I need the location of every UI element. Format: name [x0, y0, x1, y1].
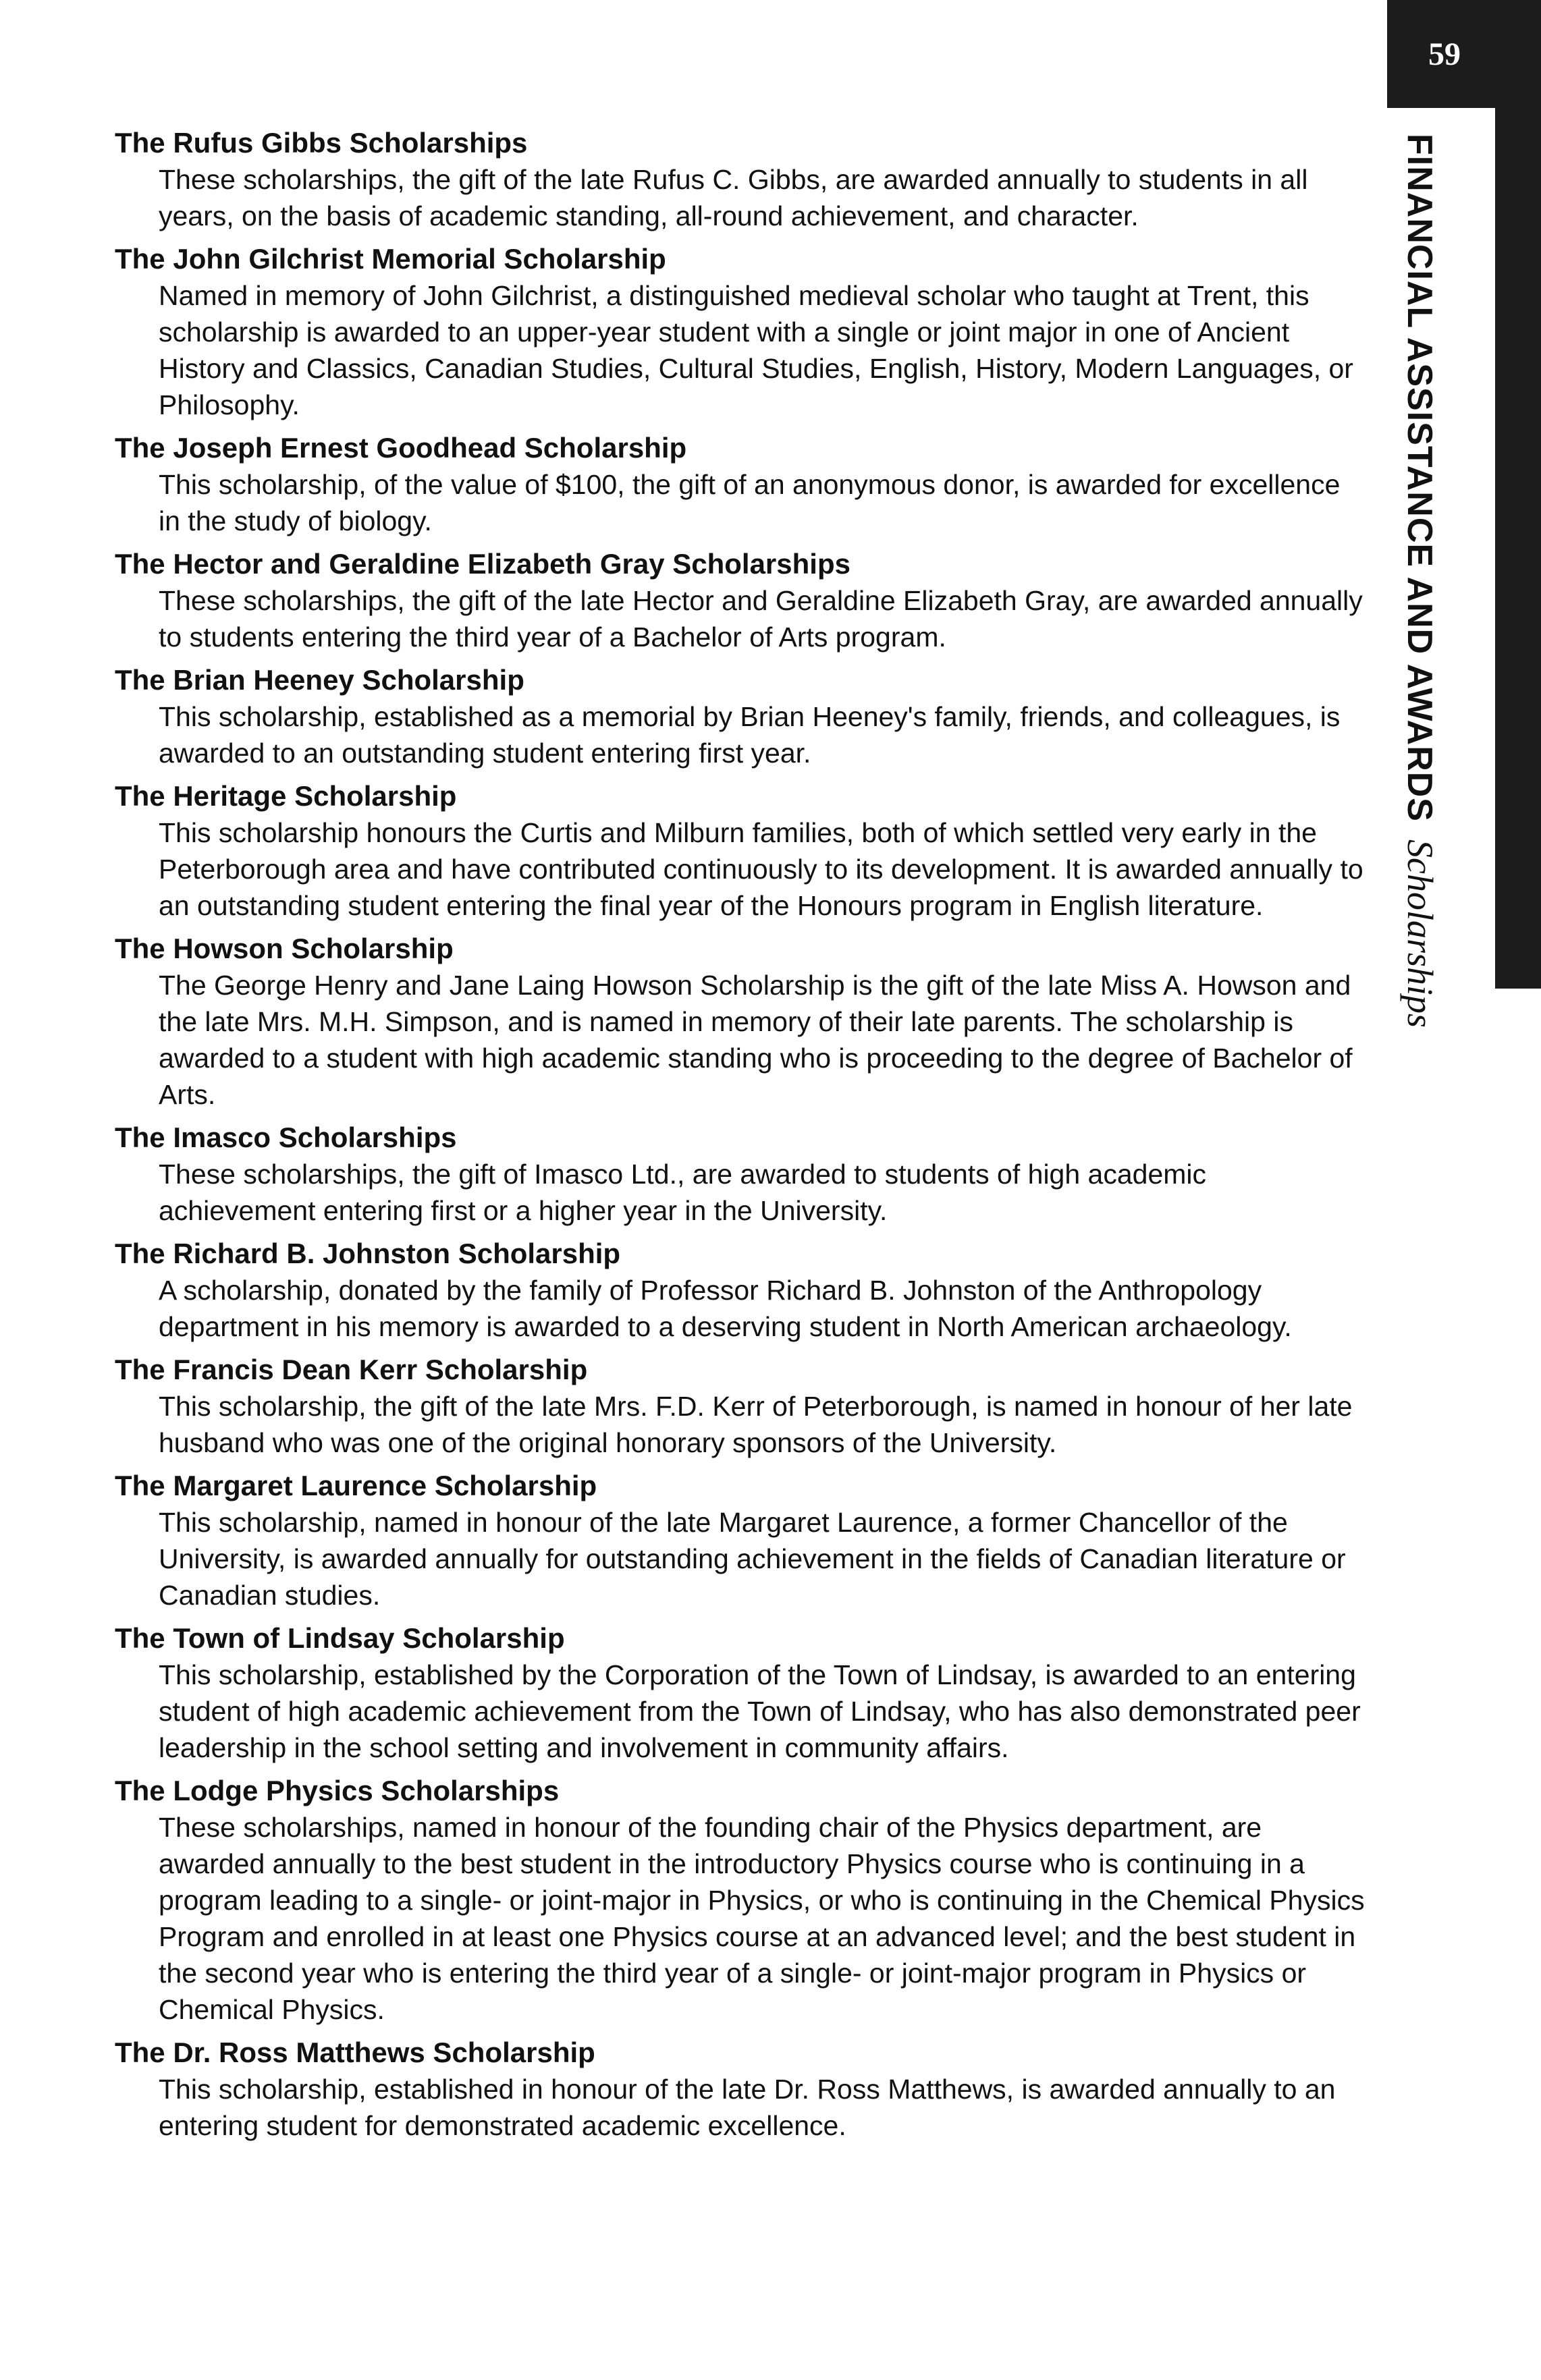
scholarship-description: These scholarships, the gift of the late Rufus C. Gibbs, are awarded annually to students in all years, on the basis of academic standing, all-round achievement, and character.: [159, 164, 1308, 231]
scholarship-description: These scholarships, named in honour of the founding chair of the Physics department, are awarded annually to the best student in the introductory Physics course who is continuing in a program leading to a single- or joint-major in Physics, or who is continuing in the Chemical Physics Program and enrolled in at least one Physics course at an advanced level; and the best student in the second year who is entering the third year of a single- or joint-major program in Physics or Chemical Physics.: [159, 1812, 1365, 2025]
scholarship-description: A scholarship, donated by the family of Professor Richard B. Johnston of the Anthropology department in his memory is awarded to a deserving student in North American archaeology.: [159, 1275, 1292, 1342]
scholarship-description: This scholarship honours the Curtis and Milburn families, both of which settled very early in the Peterborough area and have contributed continuously to its development. It is awarded annually to an outstanding student entering the final year of the Honours program in English literature.: [159, 817, 1363, 921]
scholarship-title: The Town of Lindsay Scholarship: [115, 1622, 565, 1654]
side-tab-bar: [1495, 0, 1541, 989]
scholarship-entry: [115, 1236, 1367, 1345]
scholarship-description: This scholarship, of the value of $100, the gift of an anonymous donor, is awarded for excellence in the study of biology.: [159, 469, 1341, 536]
scholarship-entry: [115, 1119, 1367, 1229]
scholarship-description: This scholarship, the gift of the late Mrs. F.D. Kerr of Peterborough, is named in honour of her late husband who was one of the original honorary sponsors of the University.: [159, 1391, 1353, 1458]
scholarship-list: [115, 125, 1367, 2151]
scholarship-entry: [115, 778, 1367, 924]
scholarship-description: These scholarships, the gift of Imasco Ltd., are awarded to students of high academic achievement entering first or a higher year in the University.: [159, 1159, 1207, 1226]
section-side-title: [1399, 134, 1441, 1028]
scholarship-entry: [115, 241, 1367, 423]
scholarship-entry: [115, 662, 1367, 771]
section-subtitle: Scholarships: [1400, 839, 1440, 1028]
scholarship-title: The Heritage Scholarship: [115, 780, 457, 812]
scholarship-title: The Imasco Scholarships: [115, 1122, 457, 1153]
scholarship-title: The Brian Heeney Scholarship: [115, 664, 524, 696]
scholarship-title: The Francis Dean Kerr Scholarship: [115, 1354, 588, 1385]
scholarship-title: The Margaret Laurence Scholarship: [115, 1470, 597, 1501]
scholarship-title: The John Gilchrist Memorial Scholarship: [115, 243, 666, 275]
scholarship-entry: [115, 2035, 1367, 2144]
scholarship-description: This scholarship, named in honour of the late Margaret Laurence, a former Chancellor of the University, is awarded annually for outstanding achievement in the fields of Canadian literature or Canadian studies.: [159, 1507, 1346, 1611]
scholarship-entry: [115, 931, 1367, 1113]
scholarship-entry: [115, 430, 1367, 539]
scholarship-title: The Hector and Geraldine Elizabeth Gray Scholarships: [115, 548, 850, 580]
scholarship-entry: [115, 125, 1367, 234]
scholarship-description: This scholarship, established by the Corporation of the Town of Lindsay, is awarded to an entering student of high academic achievement from the Town of Lindsay, who has also demonstrated peer leadership in the school setting and involvement in community affairs.: [159, 1659, 1361, 1763]
scholarship-description: These scholarships, the gift of the late Hector and Geraldine Elizabeth Gray, are awarded annually to students entering the third year of a Bachelor of Arts program.: [159, 585, 1363, 653]
scholarship-title: The Joseph Ernest Goodhead Scholarship: [115, 432, 687, 464]
scholarship-entry: [115, 546, 1367, 655]
scholarship-entry: [115, 1352, 1367, 1461]
scholarship-entry: [115, 1620, 1367, 1766]
scholarship-description: This scholarship, established in honour of the late Dr. Ross Matthews, is awarded annually to an entering student for demonstrated academic excellence.: [159, 2074, 1336, 2141]
scholarship-description: This scholarship, established as a memorial by Brian Heeney's family, friends, and colleagues, is awarded to an outstanding student entering first year.: [159, 701, 1341, 769]
scholarship-title: The Lodge Physics Scholarships: [115, 1775, 560, 1806]
scholarship-entry: [115, 1468, 1367, 1613]
scholarship-description: Named in memory of John Gilchrist, a distinguished medieval scholar who taught at Trent, this scholarship is awarded to an upper-year student with a single or joint major in one of Ancient History and Classics, Canadian Studies, Cultural Studies, English, History, Modern Languages, or Philosophy.: [159, 280, 1353, 420]
scholarship-description: The George Henry and Jane Laing Howson Scholarship is the gift of the late Miss A. Howson and the late Mrs. M.H. Simpson, and is named in memory of their late parents. The scholarship is awarded to a student with high academic standing who is proceeding to the degree of Bachelor of Arts.: [159, 970, 1353, 1110]
scholarship-entry: [115, 1773, 1367, 2028]
scholarship-title: The Rufus Gibbs Scholarships: [115, 127, 528, 159]
section-title: FINANCIAL ASSISTANCE AND AWARDS: [1400, 134, 1439, 822]
scholarship-title: The Richard B. Johnston Scholarship: [115, 1238, 621, 1269]
scholarship-title: The Howson Scholarship: [115, 933, 454, 964]
scholarship-title: The Dr. Ross Matthews Scholarship: [115, 2037, 595, 2068]
page-number: 59: [1387, 0, 1502, 108]
